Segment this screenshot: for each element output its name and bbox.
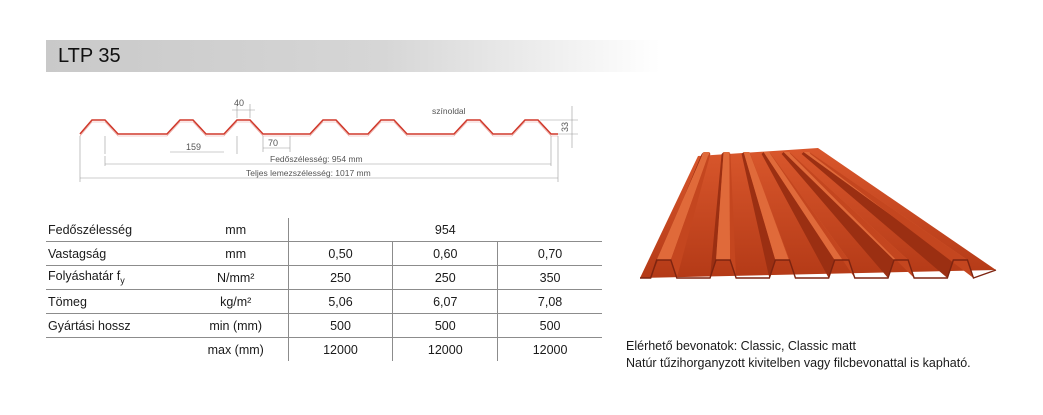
row-value: 0,70: [498, 242, 602, 266]
cover-width-label: Fedőszélesség: 954 mm: [270, 154, 363, 164]
row-unit: min (mm): [184, 314, 288, 338]
row-label: Fedőszélesség: [46, 218, 184, 242]
dim-pitch-label: 159: [186, 142, 202, 152]
coatings-line-1: Elérhető bevonatok: Classic, Classic matt: [626, 339, 856, 353]
dim-valley-label: 70: [268, 138, 279, 148]
row-value: 12000: [288, 338, 393, 362]
total-width-label: Teljes lemezszélesség: 1017 mm: [246, 168, 371, 178]
coatings-line-2: Natúr tűzihorganyzott kivitelben vagy filcbevonattal is kapható.: [626, 356, 971, 370]
row-unit: kg/m²: [184, 290, 288, 314]
dim-top-label: 40: [234, 98, 245, 108]
row-value: 0,60: [393, 242, 498, 266]
row-value: 500: [288, 314, 393, 338]
row-unit: mm: [184, 242, 288, 266]
row-label-text: Folyáshatár f: [48, 269, 121, 284]
row-unit: max (mm): [184, 338, 288, 362]
spec-table: [46, 218, 602, 361]
row-value: 12000: [532, 342, 568, 357]
coatings-note: [626, 338, 971, 372]
profile-drawing: [60, 92, 600, 192]
row-label: [46, 266, 184, 290]
row-value: 0,50: [288, 242, 393, 266]
side-label: színoldal: [432, 106, 466, 116]
table-row: [46, 242, 602, 266]
row-value: 6,07: [393, 290, 498, 314]
row-value: 500: [393, 314, 498, 338]
table-row: [46, 290, 602, 314]
dim-height-label: 33: [560, 121, 570, 132]
row-unit: N/mm²: [184, 266, 288, 290]
row-value: 250: [393, 266, 498, 290]
row-label: Vastagság: [46, 242, 184, 266]
title-bar: [46, 40, 660, 72]
profile-outline: [80, 120, 558, 134]
table-row: [46, 314, 602, 338]
row-value: 7,08: [498, 290, 602, 314]
row-unit: mm: [184, 218, 288, 242]
page-title: LTP 35: [58, 45, 121, 67]
row-value: 954: [288, 218, 602, 242]
table-row: [46, 218, 602, 242]
table-row: [46, 266, 602, 290]
row-label-subscript: y: [120, 275, 125, 286]
row-value: 5,06: [288, 290, 393, 314]
row-value: 500: [498, 314, 602, 338]
row-value: 350: [498, 266, 602, 290]
row-label: Gyártási hossz: [46, 314, 184, 338]
table-row: [46, 338, 602, 362]
row-label: [46, 338, 184, 362]
row-label: Tömeg: [46, 290, 184, 314]
sheet-illustration: [632, 148, 1002, 280]
row-value: 250: [288, 266, 393, 290]
row-value: 12000: [393, 338, 498, 362]
